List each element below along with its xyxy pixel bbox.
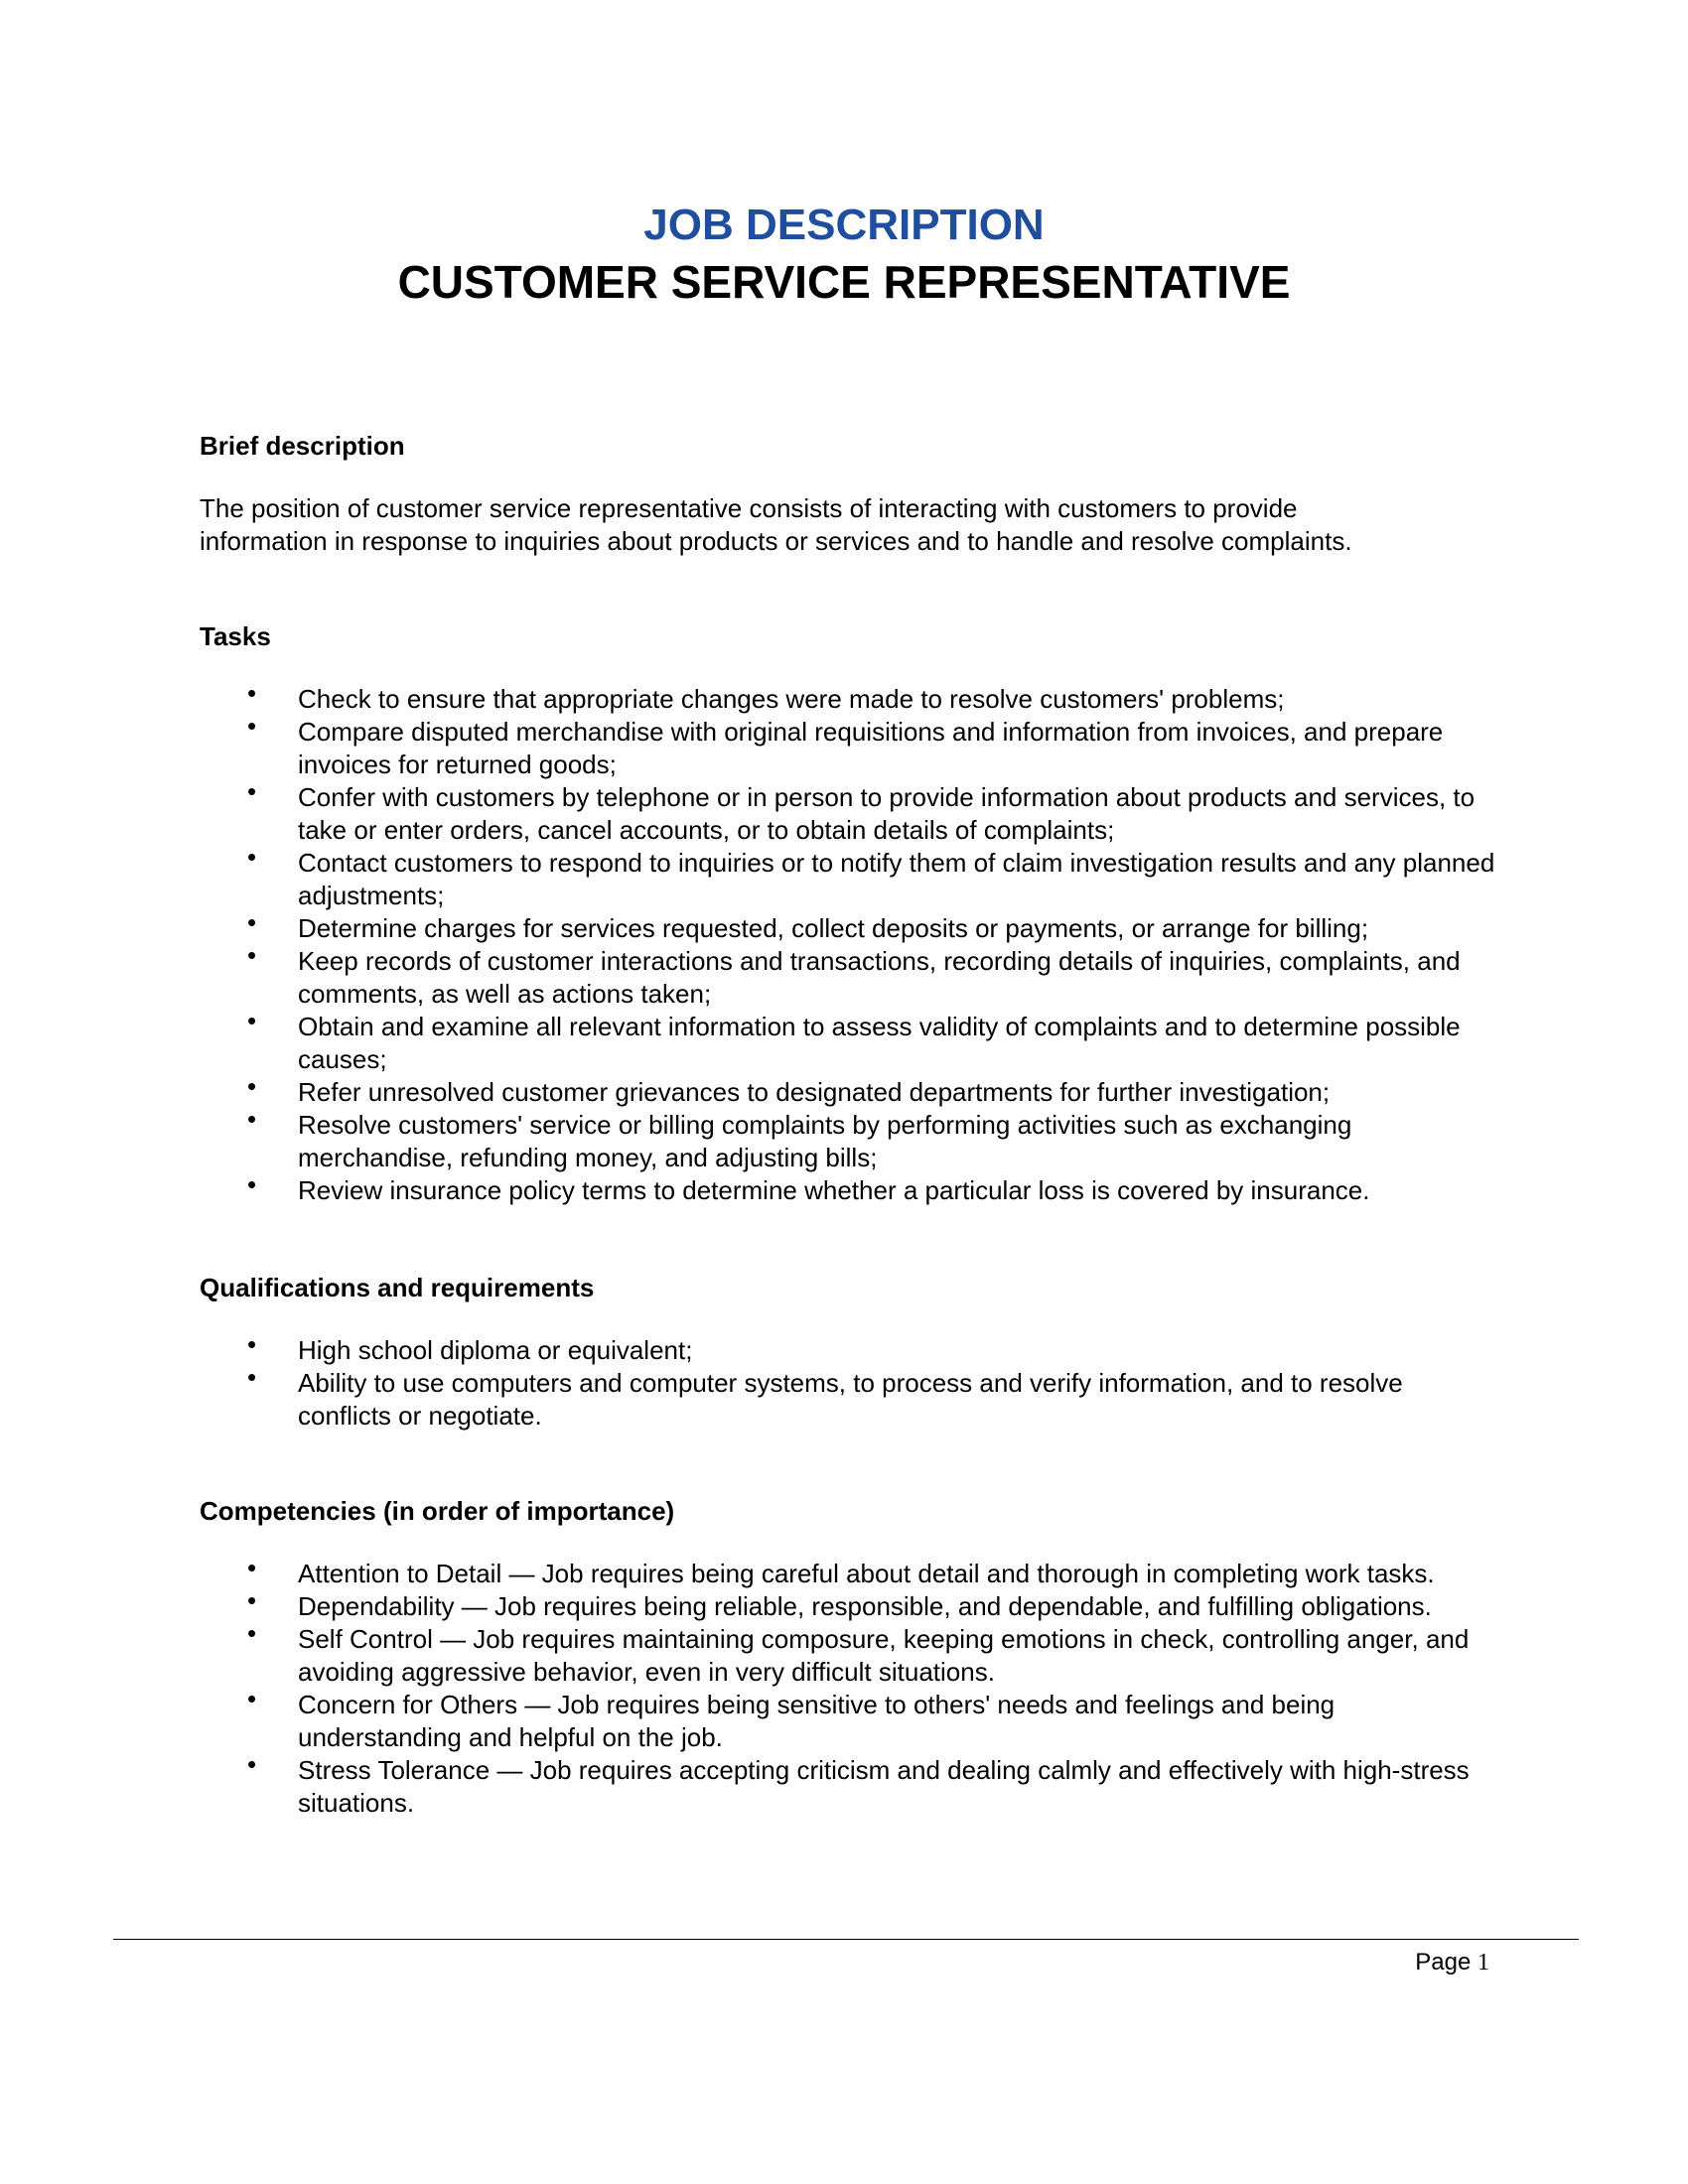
competencies-list [200,1553,1510,1820]
qualifications-list [200,1329,1510,1433]
bullet-icon: • [247,1585,257,1615]
list-item [200,776,1499,847]
list-item [200,907,1499,945]
list-item [200,711,1499,781]
document-subtitle: CUSTOMER SERVICE REPRESENTATIVE [397,256,1291,308]
list-item-text: Obtain and examine all relevant information to assess validity of complaints and to determine possible causes; [298,1012,1461,1074]
document-title: JOB DESCRIPTION [643,201,1045,249]
list-item-text: Review insurance policy terms to determine whether a particular loss is covered by insurance. [298,1175,1370,1205]
list-item [200,1104,1499,1174]
bullet-icon: • [247,1006,257,1035]
list-item-text: Dependability — Job requires being reliable, responsible, and dependable, and fulfilling obligations. [298,1591,1432,1621]
bullet-icon: • [247,1618,257,1648]
list-item [200,1006,1499,1076]
list-item-text: Concern for Others — Job requires being sensitive to others' needs and feelings and being understanding and helpful on the job. [298,1690,1336,1752]
list-item-text: Determine charges for services requested, collect deposits or payments, or arrange for billing; [298,913,1369,943]
list-item [200,1329,1499,1367]
page-number [1370,1948,1489,1978]
bullet-icon: • [247,678,257,708]
list-item [200,1362,1499,1433]
bullet-icon: • [247,1749,257,1779]
list-item-text: Self Control — Job requires maintaining composure, keeping emotions in check, controlling anger, and avoiding aggressive behavior, even in very difficult situations. [298,1624,1470,1687]
list-item [200,1553,1499,1590]
list-item [200,1684,1499,1754]
list-item-text: Confer with customers by telephone or in person to provide information about products and services, to take or enter orders, cancel accounts, or to obtain details of complaints; [298,782,1476,845]
brief-description-heading: Brief description [200,431,405,461]
brief-description-section [200,429,1510,558]
qualifications-section [200,1271,1510,1433]
bullet-icon: • [247,940,257,970]
bullet-icon: • [247,1104,257,1134]
tasks-section [200,619,1510,1207]
bullet-icon: • [247,711,257,741]
bullet-icon: • [247,776,257,806]
brief-description-line-2: information in response to inquiries about products or services and to handle and resolve complaints. [200,526,1352,556]
bullet-icon: • [247,1329,257,1359]
list-item [200,1071,1499,1109]
bullet-icon: • [247,1169,257,1199]
qualifications-heading: Qualifications and requirements [200,1273,595,1302]
tasks-heading: Tasks [200,621,271,651]
list-item-text: Stress Tolerance — Job requires accepting criticism and dealing calmly and effectively with high-stress situations. [298,1755,1470,1818]
list-item [200,1585,1499,1623]
bullet-icon: • [247,1684,257,1713]
page-number-value: 1 [1477,1950,1489,1976]
list-item-text: High school diploma or equivalent; [298,1335,693,1365]
list-item [200,842,1499,912]
bullet-icon: • [247,1362,257,1392]
document-header [0,199,1688,310]
list-item-text: Contact customers to respond to inquiries or to notify them of claim investigation results and any planned adjustments; [298,848,1495,910]
competencies-heading: Competencies (in order of importance) [200,1496,675,1526]
competencies-section [200,1494,1510,1820]
bullet-icon: • [247,1071,257,1101]
document-body [200,429,1510,1820]
list-item [200,940,1499,1011]
bullet-icon: • [247,1553,257,1582]
list-item [200,1169,1499,1207]
bullet-icon: • [247,907,257,937]
brief-description-line-1: The position of customer service representative consists of interacting with customers to provide [200,493,1298,523]
list-item [200,1618,1499,1689]
bullet-icon: • [247,842,257,872]
list-item-text: Ability to use computers and computer systems, to process and verify information, and to resolve conflicts or negotiate. [298,1368,1403,1431]
list-item [200,678,1499,716]
list-item-text: Compare disputed merchandise with original requisitions and information from invoices, and prepare invoices for returned goods; [298,717,1444,779]
list-item-text: Refer unresolved customer grievances to designated departments for further investigation; [298,1077,1331,1107]
brief-description-text [200,492,1510,558]
list-item-text: Keep records of customer interactions and transactions, recording details of inquiries, complaints, and comments, as well as actions taken; [298,946,1461,1009]
page-label: Page [1415,1949,1472,1976]
tasks-list [200,678,1510,1207]
list-item-text: Attention to Detail — Job requires being careful about detail and thorough in completing work tasks. [298,1559,1435,1588]
list-item-text: Resolve customers' service or billing complaints by performing activities such as exchanging merchandise, refunding money, and adjusting bills; [298,1110,1352,1172]
footer-divider [113,1939,1579,1940]
list-item [200,1749,1499,1820]
list-item-text: Check to ensure that appropriate changes were made to resolve customers' problems; [298,684,1285,714]
